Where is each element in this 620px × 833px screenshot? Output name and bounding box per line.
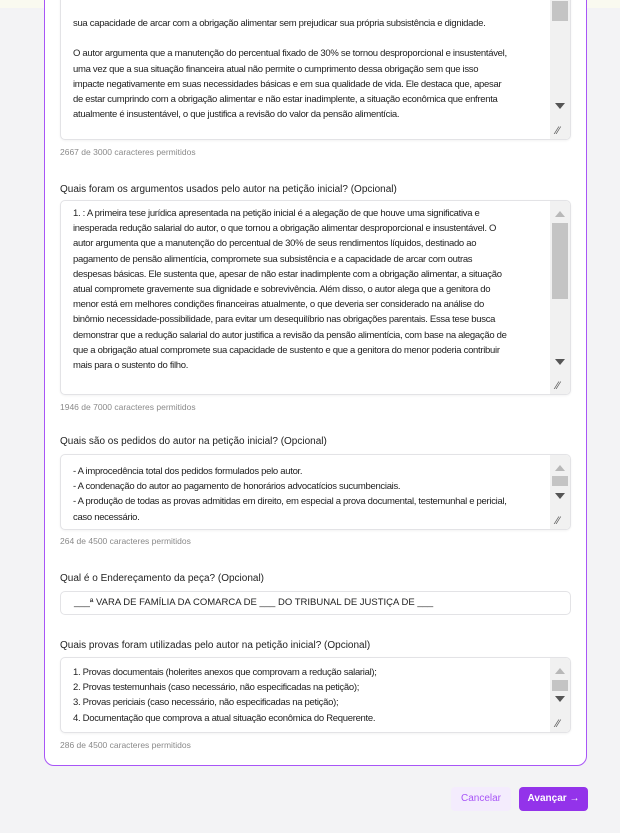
text-line (73, 31, 549, 46)
text-line: inesperada redução salarial do autor, o que tornou a obrigação alimentar desproporcional e insustentável. O (73, 223, 497, 235)
text-line: que a obrigação atual compromete sua capacidade de sustento e que a genitora do menor poderia contribuir (73, 344, 500, 356)
evidence-label: Quais provas foram utilizadas pelo autor na petição inicial? (Opcional) (60, 640, 371, 651)
textarea-text (73, 206, 549, 373)
next-label: Avançar (527, 793, 567, 804)
text-line: sua capacidade de arcar com a obrigação alimentar sem prejudicar sua própria subsistência e dignidade. (73, 18, 486, 29)
scrollbar[interactable] (550, 201, 570, 394)
context-textarea[interactable] (60, 0, 571, 140)
scrollbar[interactable] (550, 0, 570, 139)
text-line: demonstrar que a redução salarial do autor justifica a revisão da pensão alimentícia, com base na alegação de (73, 329, 507, 341)
arguments-label: Quais foram os argumentos usados pelo autor na petição inicial? (Opcional) (60, 184, 397, 195)
char-counter: 2667 de 3000 caracteres permitidos (60, 147, 196, 157)
textarea-text (73, 464, 549, 525)
text-line: pagamento de pensão alimentícia, compromete sua subsistência e a capacidade de arcar com outras (73, 253, 473, 265)
text-line: atual compromete gravemente sua dignidade e sobrevivência. Além disso, o autor alega que a genitora do (73, 283, 491, 295)
requests-textarea[interactable] (60, 454, 571, 530)
text-line: caso necessário. (73, 511, 140, 523)
text-line: 1. Provas documentais (holerites anexos que comprovam a redução salarial); (73, 667, 377, 678)
text-line: - A produção de todas as provas admitidas em direito, em especial a prova documental, testemunhal e pericial, (73, 496, 507, 508)
resize-handle-icon[interactable]: ⁄⁄ (556, 515, 560, 527)
text-line: O autor argumenta que a manutenção do percentual fixado de 30% se tornou desproporcional e insustentável, (73, 48, 507, 60)
text-line: uma vez que a sua situação financeira atual não permite o cumprimento dessa obrigação sem que isso (73, 63, 479, 75)
text-line: 4. Documentação que comprova a atual situação econômica do Requerente. (73, 712, 376, 724)
text-line: - A condenação do autor ao pagamento de honorários advocatícios sucumbenciais. (73, 481, 401, 493)
text-line: binômio necessidade-possibilidade, para evitar um desequilíbrio nas obrigações parentais. Essa tese busca (73, 314, 496, 326)
textarea-text (73, 16, 549, 122)
addressing-label: Qual é o Endereçamento da peça? (Opcional) (60, 573, 265, 584)
resize-handle-icon[interactable]: ⁄⁄ (556, 125, 560, 137)
next-button[interactable] (519, 787, 588, 811)
text-line: mais para o sustento do filho. (73, 359, 189, 371)
text-line: atualmente é insustentável, o que justifica a revisão do valor da pensão alimentícia. (73, 109, 400, 121)
resize-handle-icon[interactable]: ⁄⁄ (556, 380, 560, 392)
addressing-input[interactable]: ___ª VARA DE FAMÍLIA DA COMARCA DE ___ DO TRIBUNAL DE JUSTIÇA DE ___ (60, 591, 571, 615)
arguments-textarea[interactable] (60, 200, 571, 395)
scrollbar[interactable] (550, 455, 570, 529)
arrow-right-icon: → (569, 793, 580, 804)
text-line: 3. Provas periciais (caso necessário, não especificadas na petição); (73, 697, 339, 709)
text-line: - A improcedência total dos pedidos formulados pelo autor. (73, 466, 303, 477)
evidence-textarea[interactable] (60, 657, 571, 733)
scrollbar[interactable] (550, 658, 570, 732)
text-line: 1. : A primeira tese jurídica apresentada na petição inicial é a alegação de que houve uma significativa e (73, 208, 480, 219)
char-counter: 264 de 4500 caracteres permitidos (60, 536, 191, 546)
textarea-text (73, 665, 549, 726)
text-line: impacte negativamente em suas necessidades básicas e em sua qualidade de vida. Ele destaca que, apesar (73, 78, 502, 90)
text-line: despesas básicas. Ele sustenta que, apesar de não estar inadimplente com a obrigação alimentar, a situação (73, 268, 502, 280)
cancel-button[interactable]: Cancelar (451, 787, 511, 811)
text-line: de estar cumprindo com a obrigação alimentar e não estar inadimplente, a situação econômica que enfrenta (73, 93, 498, 105)
text-line: menor está em melhores condições financeiras atualmente, o que deveria ser considerado na análise do (73, 299, 484, 311)
text-line: 2. Provas testemunhais (caso necessário, não especificadas na petição); (73, 682, 360, 694)
char-counter: 286 de 4500 caracteres permitidos (60, 740, 191, 750)
text-line: autor argumenta que a manutenção do percentual de 30% de seus rendimentos líquidos, destinado ao (73, 238, 477, 250)
resize-handle-icon[interactable]: ⁄⁄ (556, 718, 560, 730)
requests-label: Quais são os pedidos do autor na petição inicial? (Opcional) (60, 436, 327, 447)
char-counter: 1946 de 7000 caracteres permitidos (60, 402, 196, 412)
